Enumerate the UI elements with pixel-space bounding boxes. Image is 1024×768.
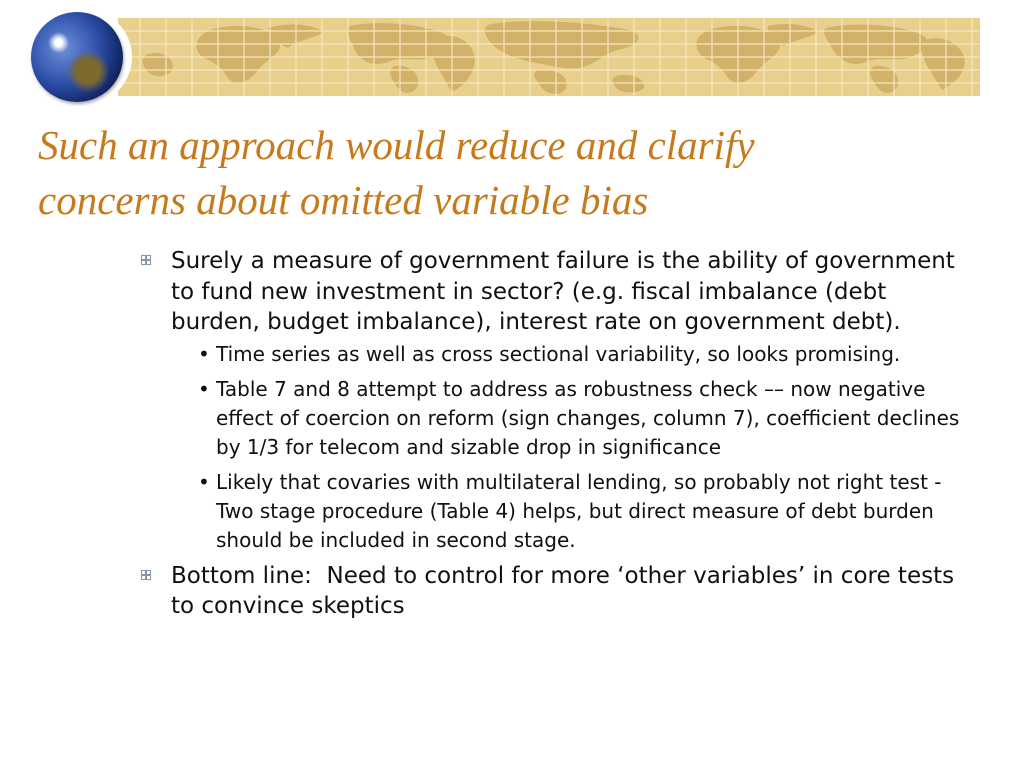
sub-bullet-text: Time series as well as cross sectional variability, so looks promising.: [216, 341, 901, 366]
world-map-graphic: [118, 18, 980, 96]
bullet-point: [140, 561, 960, 622]
sub-bullet: [184, 375, 960, 462]
bullet-text: Surely a measure of government failure is the ability of government to fund new investment in sector? (e.g. fiscal imbalance (debt burden, budget imbalance), interest rate on government debt).: [171, 248, 963, 335]
world-map-banner: [118, 18, 980, 96]
bullet-point: [140, 246, 963, 555]
slide-title: [38, 118, 978, 228]
sub-bullet: [184, 340, 960, 369]
sub-bullet-list: [184, 340, 960, 555]
slide-title-line: concerns about omitted variable bias: [38, 177, 649, 223]
slide-body: [140, 246, 963, 622]
globe-icon: [31, 12, 123, 102]
bullet-text: Bottom line: Need to control for more ‘other variables’ in core tests to convince skeptics: [171, 562, 962, 619]
sub-bullet-text: Likely that covaries with multilateral lending, so probably not right test - Two stage procedure (Table 4) helps, but direct measure of debt burden should be included in second stage.: [216, 469, 942, 552]
sub-bullet: [184, 468, 960, 555]
bullet-dot-icon: •: [198, 376, 210, 401]
bullet-dot-icon: •: [198, 469, 210, 494]
boxed-plus-icon: [141, 255, 151, 265]
boxed-plus-icon: [141, 570, 151, 580]
sub-bullet-text: Table 7 and 8 attempt to address as robustness check –– now negative effect of coercion on reform (sign changes, column 7), coefficient declines by 1/3 for telecom and sizable drop in significance: [216, 376, 960, 459]
bullet-dot-icon: •: [198, 341, 210, 366]
slide-title-line: Such an approach would reduce and clarify: [38, 122, 755, 168]
